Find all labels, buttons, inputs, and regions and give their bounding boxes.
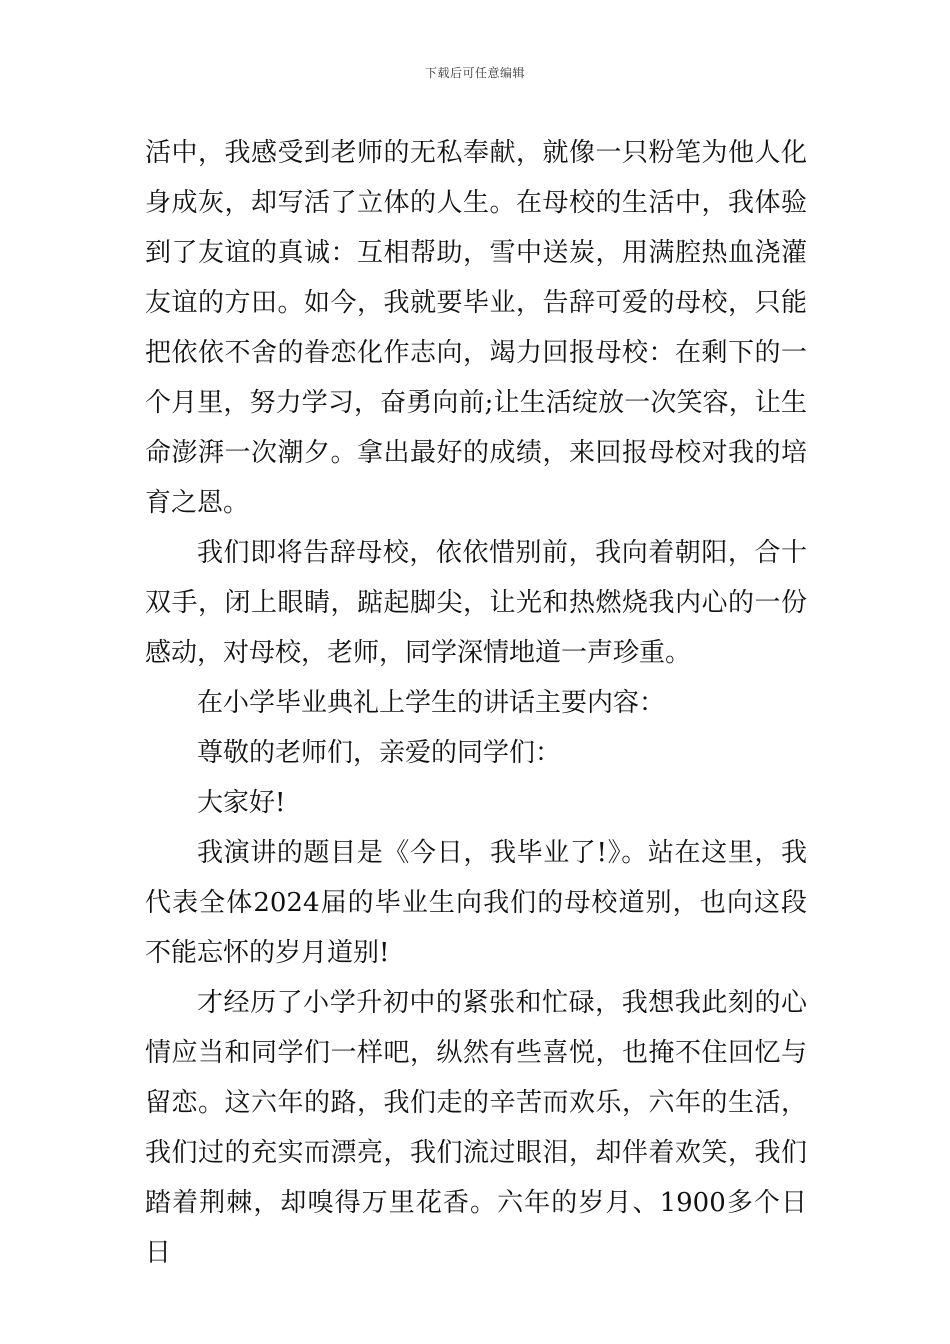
paragraph-farewell: 我们即将告辞母校，依依惜别前，我向着朝阳，合十双手，闭上眼睛，踮起脚尖，让光和热燃烧我内心的一份感动，对母校，老师，同学深情地道一声珍重。 [145, 538, 807, 668]
paragraph-section-heading: 在小学毕业典礼上学生的讲话主要内容： [197, 688, 666, 718]
paragraph-salutation: 尊敬的老师们，亲爱的同学们： [197, 738, 562, 768]
page-header: 下载后可任意编辑 [424, 66, 525, 80]
document-body [145, 128, 807, 1278]
paragraph-reflection: 才经历了小学升初中的紧张和忙碌，我想我此刻的心情应当和同学们一样吧，纵然有些喜悦，也掩不住回忆与留恋。这六年的路，我们走的辛苦而欢乐，六年的生活，我们过的充实而漂亮，我们流过眼泪，却伴着欢笑，我们踏着荆棘，却嗅得万里花香。六年的岁月、1900多个日日 [145, 988, 807, 1268]
paragraph-continuation: 活中，我感受到老师的无私奉献，就像一只粉笔为他人化身成灰，却写活了立体的人生。在母校的生活中，我体验到了友谊的真诚：互相帮助，雪中送炭，用满腔热血浇灌友谊的方田。如今，我就要毕业，告辞可爱的母校，只能把依依不舍的眷恋化作志向，竭力回报母校：在剩下的一个月里，努力学习，奋勇向前;让生活绽放一次笑容，让生命澎湃一次潮夕。拿出最好的成绩，来回报母校对我的培育之恩。 [145, 138, 807, 518]
paragraph-speech-title: 我演讲的题目是《今日，我毕业了!》。站在这里，我代表全体2024届的毕业生向我们的母校道别，也向这段不能忘怀的岁月道别! [145, 838, 807, 968]
paragraph-greeting: 大家好! [197, 788, 286, 818]
